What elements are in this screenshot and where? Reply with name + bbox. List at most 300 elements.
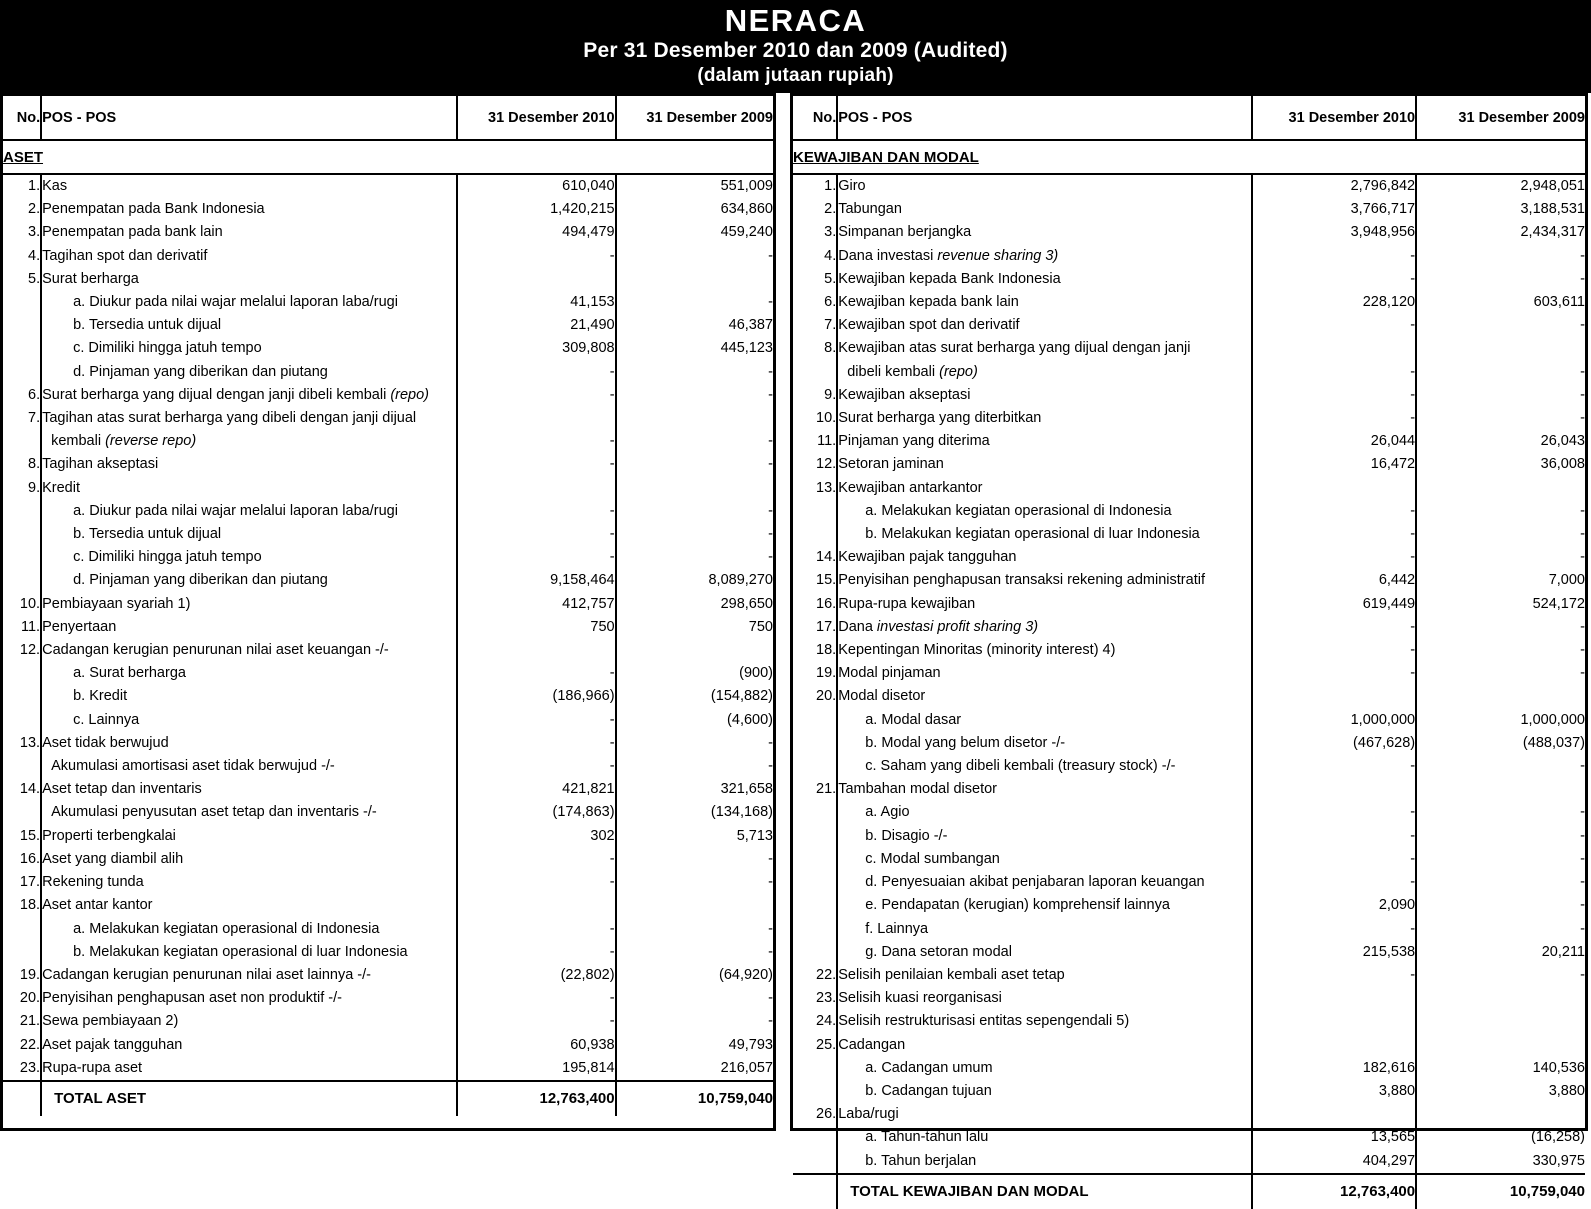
- row-label: Surat berharga yang diterbitkan: [838, 410, 1042, 427]
- assets-total-row: [3, 1081, 773, 1116]
- table-row: [3, 685, 773, 708]
- value-2010: 195,814: [457, 1057, 615, 1081]
- row-number: 10.: [793, 407, 837, 430]
- row-label: e. Pendapatan (kerugian) komprehensif lainnya: [865, 897, 1170, 914]
- row-label: Kewajiban akseptasi: [838, 386, 971, 403]
- value-2009: -: [616, 848, 773, 871]
- row-number: [3, 709, 41, 732]
- value-2010: 404,297: [1252, 1150, 1416, 1174]
- row-label: Tagihan akseptasi: [42, 456, 159, 473]
- table-row: [3, 825, 773, 848]
- value-2009: 5,713: [616, 825, 773, 848]
- row-label: Aset yang diambil alih: [42, 850, 184, 867]
- table-row: [793, 291, 1585, 314]
- row-label: Pinjaman yang diterima: [838, 433, 990, 450]
- value-2010: -: [1252, 825, 1416, 848]
- assets-header-row: [3, 96, 773, 140]
- table-row: [3, 174, 773, 198]
- row-label-italic: investasi profit sharing 3): [876, 618, 1039, 635]
- value-2009: -: [1416, 523, 1585, 546]
- report-units: (dalam jutaan rupiah): [697, 65, 894, 86]
- table-row: [3, 361, 773, 384]
- liabilities-equity-table: [793, 96, 1585, 1209]
- table-row: [793, 407, 1585, 430]
- value-2009: [616, 477, 773, 500]
- row-number: 26.: [793, 1103, 837, 1126]
- table-row: [793, 871, 1585, 894]
- row-number: 7.: [3, 407, 41, 430]
- row-label: Penyisihan penghapusan aset non produktif -/-: [42, 990, 342, 1007]
- value-2010: -: [1252, 546, 1416, 569]
- row-number: [3, 662, 41, 685]
- value-2009: [616, 407, 773, 430]
- value-2010: (467,628): [1252, 732, 1416, 755]
- col-header-no: No.: [3, 96, 41, 140]
- row-number: [3, 685, 41, 708]
- value-2009: 634,860: [616, 198, 773, 221]
- value-2010: -: [457, 871, 615, 894]
- value-2010: -: [457, 918, 615, 941]
- row-number: 21.: [793, 778, 837, 801]
- row-label: [837, 361, 1252, 384]
- tables-container: [0, 93, 1591, 1200]
- table-row: [793, 987, 1585, 1010]
- row-number: [3, 546, 41, 569]
- row-number: 6.: [3, 384, 41, 407]
- value-2010: 3,948,956: [1252, 221, 1416, 244]
- value-2009: -: [616, 941, 773, 964]
- value-2010: 13,565: [1252, 1126, 1416, 1149]
- row-number: 25.: [793, 1034, 837, 1057]
- table-row: [3, 593, 773, 616]
- value-2010: -: [1252, 500, 1416, 523]
- liabilities-total-no: [793, 1174, 837, 1209]
- value-2010: 3,880: [1252, 1080, 1416, 1103]
- value-2010: -: [1252, 361, 1416, 384]
- row-number: [793, 1080, 837, 1103]
- row-number: [3, 314, 41, 337]
- value-2010: 6,442: [1252, 569, 1416, 592]
- row-number: [793, 918, 837, 941]
- value-2010: -: [457, 732, 615, 755]
- row-label: Aset antar kantor: [42, 897, 153, 914]
- value-2009: [616, 639, 773, 662]
- row-label: d. Penyesuaian akibat penjabaran laporan keuangan: [865, 874, 1205, 891]
- value-2009: -: [616, 1010, 773, 1033]
- row-label: Aset tetap dan inventaris: [42, 781, 202, 798]
- value-2009: -: [616, 453, 773, 476]
- table-row: [3, 894, 773, 917]
- table-row: [793, 430, 1585, 453]
- row-number: 10.: [3, 593, 41, 616]
- row-number: [793, 941, 837, 964]
- row-label: Kewajiban antarkantor: [838, 479, 983, 496]
- table-row: [793, 639, 1585, 662]
- row-number: 11.: [793, 430, 837, 453]
- col-header-year2-right: 31 Desember 2009: [1416, 96, 1585, 140]
- table-row: [793, 198, 1585, 221]
- liabilities-total-row: [793, 1174, 1585, 1209]
- table-row: [3, 918, 773, 941]
- value-2010: (22,802): [457, 964, 615, 987]
- value-2010: -: [1252, 918, 1416, 941]
- value-2009: [1416, 1034, 1585, 1057]
- value-2010: -: [457, 384, 615, 407]
- value-2009: 603,611: [1416, 291, 1585, 314]
- liabilities-equity-panel: [790, 93, 1588, 1200]
- value-2009: -: [1416, 407, 1585, 430]
- row-label: Kewajiban kepada bank lain: [838, 294, 1019, 311]
- table-row: [3, 569, 773, 592]
- row-label: a. Diukur pada nilai wajar melalui laporan laba/rugi: [73, 294, 398, 311]
- value-2009: -: [1416, 964, 1585, 987]
- table-row: [793, 337, 1585, 360]
- value-2009: -: [616, 732, 773, 755]
- value-2010: -: [1252, 407, 1416, 430]
- row-label: Giro: [838, 178, 866, 194]
- value-2009: [616, 894, 773, 917]
- value-2009: -: [616, 755, 773, 778]
- row-label: Setoran jaminan: [838, 456, 944, 473]
- row-number: 16.: [3, 848, 41, 871]
- value-2010: 182,616: [1252, 1057, 1416, 1080]
- value-2010: -: [457, 1010, 615, 1033]
- row-number: 21.: [3, 1010, 41, 1033]
- assets-panel: [0, 93, 776, 1131]
- value-2010: -: [1252, 384, 1416, 407]
- value-2010: 60,938: [457, 1034, 615, 1057]
- row-label: c. Modal sumbangan: [865, 850, 1000, 867]
- row-number: [3, 801, 41, 824]
- table-row: [793, 453, 1585, 476]
- value-2009: -: [616, 987, 773, 1010]
- table-row: [3, 709, 773, 732]
- row-number: 4.: [3, 245, 41, 268]
- row-label-text: kembali: [51, 433, 106, 450]
- table-row: [793, 477, 1585, 500]
- value-2009: -: [1416, 801, 1585, 824]
- value-2009: 36,008: [1416, 453, 1585, 476]
- row-label: Cadangan: [838, 1036, 906, 1053]
- table-row: [793, 685, 1585, 708]
- assets-rows: [3, 174, 773, 1081]
- table-row: [3, 523, 773, 546]
- value-2009: -: [616, 384, 773, 407]
- row-number: 1.: [793, 174, 837, 198]
- row-number: 7.: [793, 314, 837, 337]
- row-label: b. Cadangan tujuan: [865, 1082, 992, 1099]
- value-2009: -: [1416, 245, 1585, 268]
- value-2010: -: [457, 755, 615, 778]
- table-row: [3, 245, 773, 268]
- row-label: [837, 616, 1252, 639]
- value-2009: 1,000,000: [1416, 709, 1585, 732]
- value-2010: 26,044: [1252, 430, 1416, 453]
- value-2009: -: [1416, 848, 1585, 871]
- row-label: a. Melakukan kegiatan operasional di Indonesia: [73, 920, 380, 937]
- row-label: b. Modal yang belum disetor -/-: [865, 734, 1066, 751]
- value-2009: 524,172: [1416, 593, 1585, 616]
- table-row: [3, 1057, 773, 1081]
- table-row: [793, 662, 1585, 685]
- value-2009: 445,123: [616, 337, 773, 360]
- report-period: Per 31 Desember 2010 dan 2009 (Audited): [583, 39, 1008, 62]
- row-label: Akumulasi penyusutan aset tetap dan inventaris -/-: [51, 804, 377, 821]
- row-number: 8.: [3, 453, 41, 476]
- row-label: Cadangan kerugian penurunan nilai aset lainnya -/-: [42, 966, 371, 983]
- row-label: a. Melakukan kegiatan operasional di Indonesia: [865, 502, 1172, 519]
- row-label: Rupa-rupa aset: [42, 1059, 143, 1076]
- row-number: 20.: [3, 987, 41, 1010]
- table-row: [793, 384, 1585, 407]
- value-2010: 2,796,842: [1252, 174, 1416, 198]
- value-2010: -: [1252, 848, 1416, 871]
- row-number: 2.: [3, 198, 41, 221]
- value-2010: -: [1252, 801, 1416, 824]
- liabilities-section-row: [793, 140, 1585, 174]
- row-label: Kewajiban atas surat berharga yang dijual dengan janji: [838, 340, 1191, 357]
- row-label: f. Lainnya: [865, 920, 929, 937]
- table-row: [3, 639, 773, 662]
- row-number: [793, 523, 837, 546]
- value-2010: 309,808: [457, 337, 615, 360]
- table-row: [3, 616, 773, 639]
- value-2009: -: [616, 291, 773, 314]
- row-label-italic: revenue sharing 3): [937, 247, 1059, 264]
- liabilities-section-title-cell: [793, 140, 1585, 174]
- row-label-italic: (repo): [939, 363, 978, 380]
- table-row: [3, 1010, 773, 1033]
- row-number: 18.: [3, 894, 41, 917]
- row-number: 17.: [793, 616, 837, 639]
- row-label: [41, 384, 457, 407]
- value-2010: [1252, 337, 1416, 360]
- value-2010: -: [457, 430, 615, 453]
- value-2010: 228,120: [1252, 291, 1416, 314]
- row-label: a. Cadangan umum: [865, 1059, 993, 1076]
- table-row: [3, 477, 773, 500]
- row-label: a. Modal dasar: [865, 711, 962, 728]
- value-2010: 412,757: [457, 593, 615, 616]
- value-2010: 41,153: [457, 291, 615, 314]
- table-row: [793, 801, 1585, 824]
- row-label: Kredit: [42, 479, 80, 496]
- value-2010: -: [457, 546, 615, 569]
- row-number: 22.: [3, 1034, 41, 1057]
- value-2010: [1252, 1103, 1416, 1126]
- value-2009: 216,057: [616, 1057, 773, 1081]
- value-2010: -: [457, 709, 615, 732]
- value-2009: 20,211: [1416, 941, 1585, 964]
- row-number: [3, 361, 41, 384]
- value-2009: 3,188,531: [1416, 198, 1585, 221]
- assets-table: [3, 96, 773, 1116]
- col-header-pos: POS - POS: [41, 96, 457, 140]
- row-number: 9.: [3, 477, 41, 500]
- row-number: [3, 291, 41, 314]
- value-2009: -: [1416, 500, 1585, 523]
- row-number: 24.: [793, 1010, 837, 1033]
- value-2009: -: [1416, 871, 1585, 894]
- value-2010: [1252, 778, 1416, 801]
- table-row: [793, 361, 1585, 384]
- row-label-text: Dana: [838, 618, 877, 635]
- row-number: 12.: [793, 453, 837, 476]
- row-label: a. Surat berharga: [73, 665, 186, 682]
- value-2010: 421,821: [457, 778, 615, 801]
- value-2009: [616, 268, 773, 291]
- col-header-year1-right: 31 Desember 2010: [1252, 96, 1416, 140]
- value-2009: -: [616, 871, 773, 894]
- table-row: [3, 407, 773, 430]
- value-2010: -: [457, 848, 615, 871]
- assets-total-2009: 10,759,040: [616, 1081, 773, 1116]
- row-label: [837, 245, 1252, 268]
- table-row: [793, 894, 1585, 917]
- liabilities-total-label: TOTAL KEWAJIBAN DAN MODAL: [837, 1174, 1252, 1209]
- row-label: Tambahan modal disetor: [838, 781, 998, 798]
- liabilities-total-2009: 10,759,040: [1416, 1174, 1585, 1209]
- value-2009: -: [1416, 268, 1585, 291]
- row-label: Kas: [42, 178, 68, 194]
- table-row: [793, 732, 1585, 755]
- row-label-text: Dana investasi: [838, 247, 938, 264]
- value-2010: -: [1252, 245, 1416, 268]
- value-2010: -: [1252, 639, 1416, 662]
- row-label: Tagihan atas surat berharga yang dibeli dengan janji dijual: [42, 410, 417, 427]
- row-number: 3.: [793, 221, 837, 244]
- assets-total-2010: 12,763,400: [457, 1081, 615, 1116]
- value-2009: -: [1416, 314, 1585, 337]
- table-row: [793, 1126, 1585, 1149]
- row-number: [793, 871, 837, 894]
- table-row: [793, 709, 1585, 732]
- table-row: [793, 1034, 1585, 1057]
- row-number: [793, 848, 837, 871]
- value-2009: 46,387: [616, 314, 773, 337]
- table-row: [3, 546, 773, 569]
- assets-total-no: [3, 1081, 41, 1116]
- table-row: [793, 848, 1585, 871]
- value-2009: 49,793: [616, 1034, 773, 1057]
- row-label: Rekening tunda: [42, 874, 144, 891]
- row-label: Surat berharga: [42, 270, 139, 287]
- row-number: 12.: [3, 639, 41, 662]
- row-number: [793, 1126, 837, 1149]
- value-2010: 2,090: [1252, 894, 1416, 917]
- row-label: Pembiayaan syariah 1): [42, 595, 191, 612]
- row-number: [3, 500, 41, 523]
- value-2010: [457, 639, 615, 662]
- value-2010: -: [457, 453, 615, 476]
- liabilities-rows: [793, 174, 1585, 1174]
- table-row: [3, 268, 773, 291]
- table-row: [793, 245, 1585, 268]
- assets-section-title: ASET: [3, 148, 44, 166]
- value-2010: -: [457, 245, 615, 268]
- row-number: [3, 755, 41, 778]
- table-row: [793, 616, 1585, 639]
- value-2009: [1416, 1010, 1585, 1033]
- assets-total-label: TOTAL ASET: [41, 1081, 457, 1116]
- liabilities-total-2010: 12,763,400: [1252, 1174, 1416, 1209]
- row-label: Penempatan pada Bank Indonesia: [42, 201, 265, 218]
- value-2010: -: [457, 523, 615, 546]
- value-2010: 610,040: [457, 174, 615, 198]
- assets-section-title-cell: [3, 140, 773, 174]
- row-label: Akumulasi amortisasi aset tidak berwujud -/-: [51, 758, 335, 775]
- row-number: [3, 337, 41, 360]
- value-2010: 750: [457, 616, 615, 639]
- value-2009: 2,948,051: [1416, 174, 1585, 198]
- table-row: [3, 755, 773, 778]
- table-row: [793, 918, 1585, 941]
- value-2010: -: [457, 941, 615, 964]
- row-label: Aset tidak berwujud: [42, 734, 169, 751]
- col-header-year2: 31 Desember 2009: [616, 96, 773, 140]
- row-label: Simpanan berjangka: [838, 224, 972, 241]
- value-2010: -: [1252, 662, 1416, 685]
- row-number: 2.: [793, 198, 837, 221]
- row-label: Tagihan spot dan derivatif: [42, 247, 208, 264]
- value-2010: [1252, 1034, 1416, 1057]
- value-2009: -: [1416, 825, 1585, 848]
- row-number: [793, 801, 837, 824]
- value-2009: [1416, 477, 1585, 500]
- value-2009: 8,089,270: [616, 569, 773, 592]
- table-row: [3, 662, 773, 685]
- value-2009: -: [1416, 918, 1585, 941]
- value-2009: -: [616, 546, 773, 569]
- value-2009: [1416, 685, 1585, 708]
- row-label: Kewajiban spot dan derivatif: [838, 317, 1020, 334]
- row-number: [3, 430, 41, 453]
- row-number: [793, 709, 837, 732]
- table-row: [3, 500, 773, 523]
- value-2010: [1252, 477, 1416, 500]
- row-number: [3, 941, 41, 964]
- row-label: Modal pinjaman: [838, 665, 941, 682]
- value-2009: 330,975: [1416, 1150, 1585, 1174]
- row-label: Aset pajak tangguhan: [42, 1036, 183, 1053]
- row-label: Selisih restrukturisasi entitas sepengendali 5): [838, 1013, 1130, 1030]
- value-2009: 26,043: [1416, 430, 1585, 453]
- value-2010: 302: [457, 825, 615, 848]
- value-2009: 750: [616, 616, 773, 639]
- table-row: [3, 384, 773, 407]
- value-2009: -: [1416, 546, 1585, 569]
- value-2009: (154,882): [616, 685, 773, 708]
- row-number: 6.: [793, 291, 837, 314]
- value-2010: -: [1252, 964, 1416, 987]
- row-number: 9.: [793, 384, 837, 407]
- row-number: [3, 523, 41, 546]
- table-row: [793, 1010, 1585, 1033]
- value-2010: (186,966): [457, 685, 615, 708]
- value-2009: -: [616, 918, 773, 941]
- row-number: [793, 1057, 837, 1080]
- value-2010: 9,158,464: [457, 569, 615, 592]
- row-number: [793, 894, 837, 917]
- value-2010: -: [1252, 523, 1416, 546]
- table-row: [3, 732, 773, 755]
- table-row: [793, 755, 1585, 778]
- row-number: 1.: [3, 174, 41, 198]
- row-label-italic: (repo): [390, 386, 430, 403]
- row-number: 23.: [3, 1057, 41, 1081]
- row-number: [3, 569, 41, 592]
- value-2010: -: [457, 987, 615, 1010]
